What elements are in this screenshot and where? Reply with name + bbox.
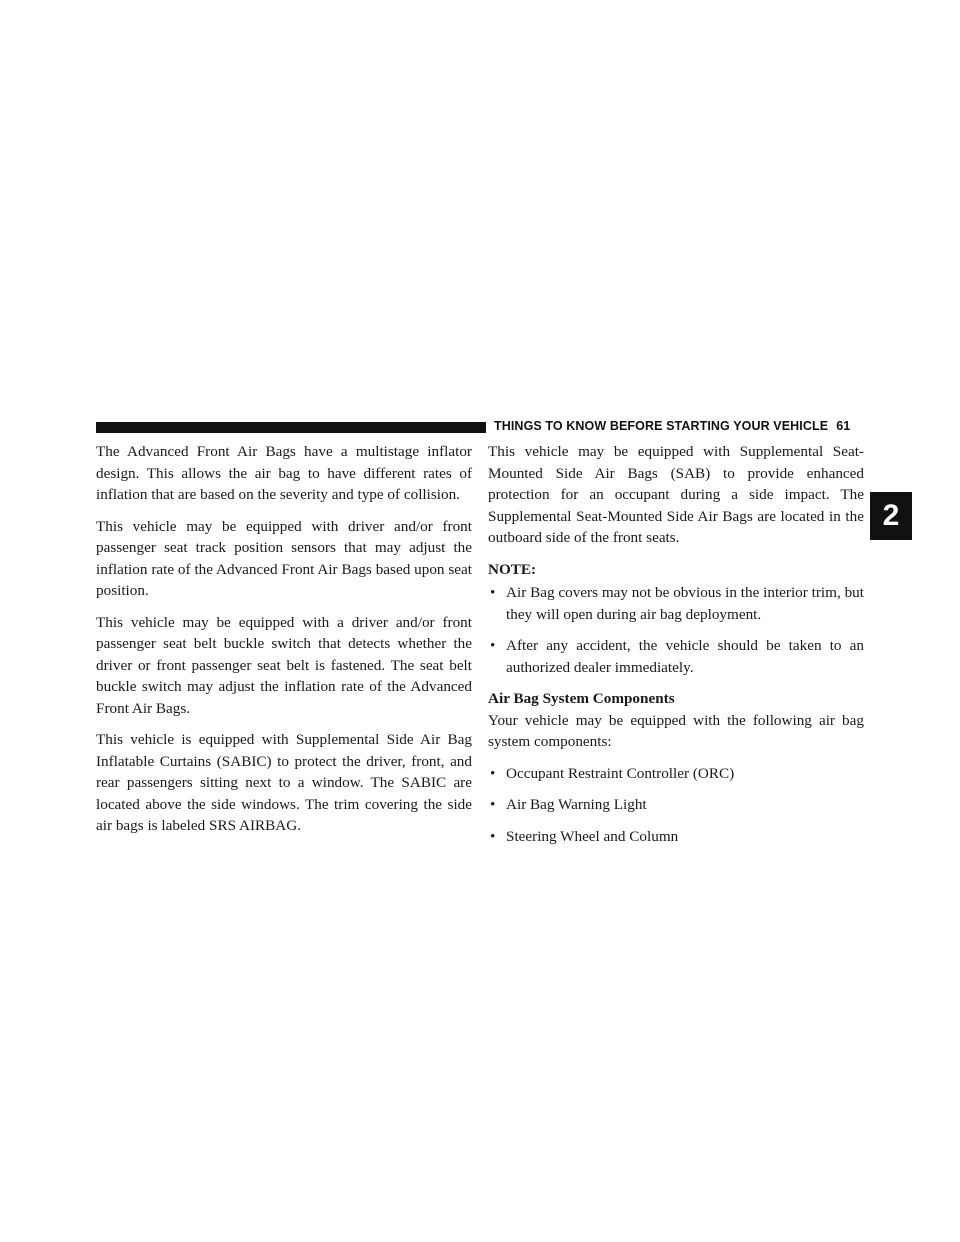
list-item-text: After any accident, the vehicle should be taken to an authorized dealer immediately.	[506, 637, 864, 676]
bullet-icon: •	[490, 637, 496, 654]
chapter-tab: 2	[870, 492, 912, 540]
bullet-icon: •	[490, 764, 496, 782]
paragraph: This vehicle may be equipped with a driver and/or front passenger seat belt buckle switch that detects whether the driver or front passenger seat belt is fastened. The seat belt buckle switch may adjust the inflation rate of the Advanced Front Air Bags.	[96, 613, 472, 717]
note-list	[488, 582, 864, 678]
note-label: NOTE:	[488, 560, 537, 578]
bullet-icon: •	[490, 584, 496, 601]
components-list	[488, 763, 864, 848]
running-header	[494, 419, 850, 433]
bullet-icon: •	[490, 796, 496, 813]
list-item	[488, 635, 864, 678]
bullet-icon: •	[490, 827, 496, 845]
section-intro: Your vehicle may be equipped with the following air bag system components:	[488, 711, 864, 750]
left-column	[96, 441, 472, 847]
list-item	[488, 582, 864, 625]
paragraph: The Advanced Front Air Bags have a multistage inflator design. This allows the air bag to have different rates of inflation that are based on the severity and type of collision.	[96, 443, 472, 503]
page-number: 61	[836, 419, 851, 433]
paragraph: This vehicle may be equipped with driver and/or front passenger seat track position sensors that may adjust the inflation rate of the Advanced Front Air Bags based upon seat position.	[96, 517, 472, 599]
list-item-text: Air Bag Warning Light	[506, 796, 647, 813]
paragraph-sab: This vehicle may be equipped with Supplemental Seat-Mounted Side Air Bags (SAB) to provide enhanced protection for an occupant during a side impact. The Supplemental Seat-Mounted Side Air Bags are located in the outboard side of the front seats.	[488, 443, 864, 546]
list-item	[488, 794, 864, 816]
section-heading: Air Bag System Components	[488, 690, 675, 707]
header-rule	[96, 422, 486, 433]
list-item	[488, 826, 864, 848]
list-item-text: Steering Wheel and Column	[506, 827, 679, 845]
right-column	[488, 441, 864, 857]
paragraph: This vehicle is equipped with Supplemental Side Air Bag Inflatable Curtains (SABIC) to protect the driver, front, and rear passengers sitting next to a window. The SABIC are located above the side windows. The trim covering the side air bags is labeled SRS AIRBAG.	[96, 731, 472, 834]
list-item	[488, 763, 864, 785]
list-item-text: Air Bag covers may not be obvious in the interior trim, but they will open during air bag deployment.	[506, 584, 864, 623]
header-title: THINGS TO KNOW BEFORE STARTING YOUR VEHICLE	[494, 419, 829, 433]
list-item-text: Occupant Restraint Controller (ORC)	[506, 764, 735, 782]
